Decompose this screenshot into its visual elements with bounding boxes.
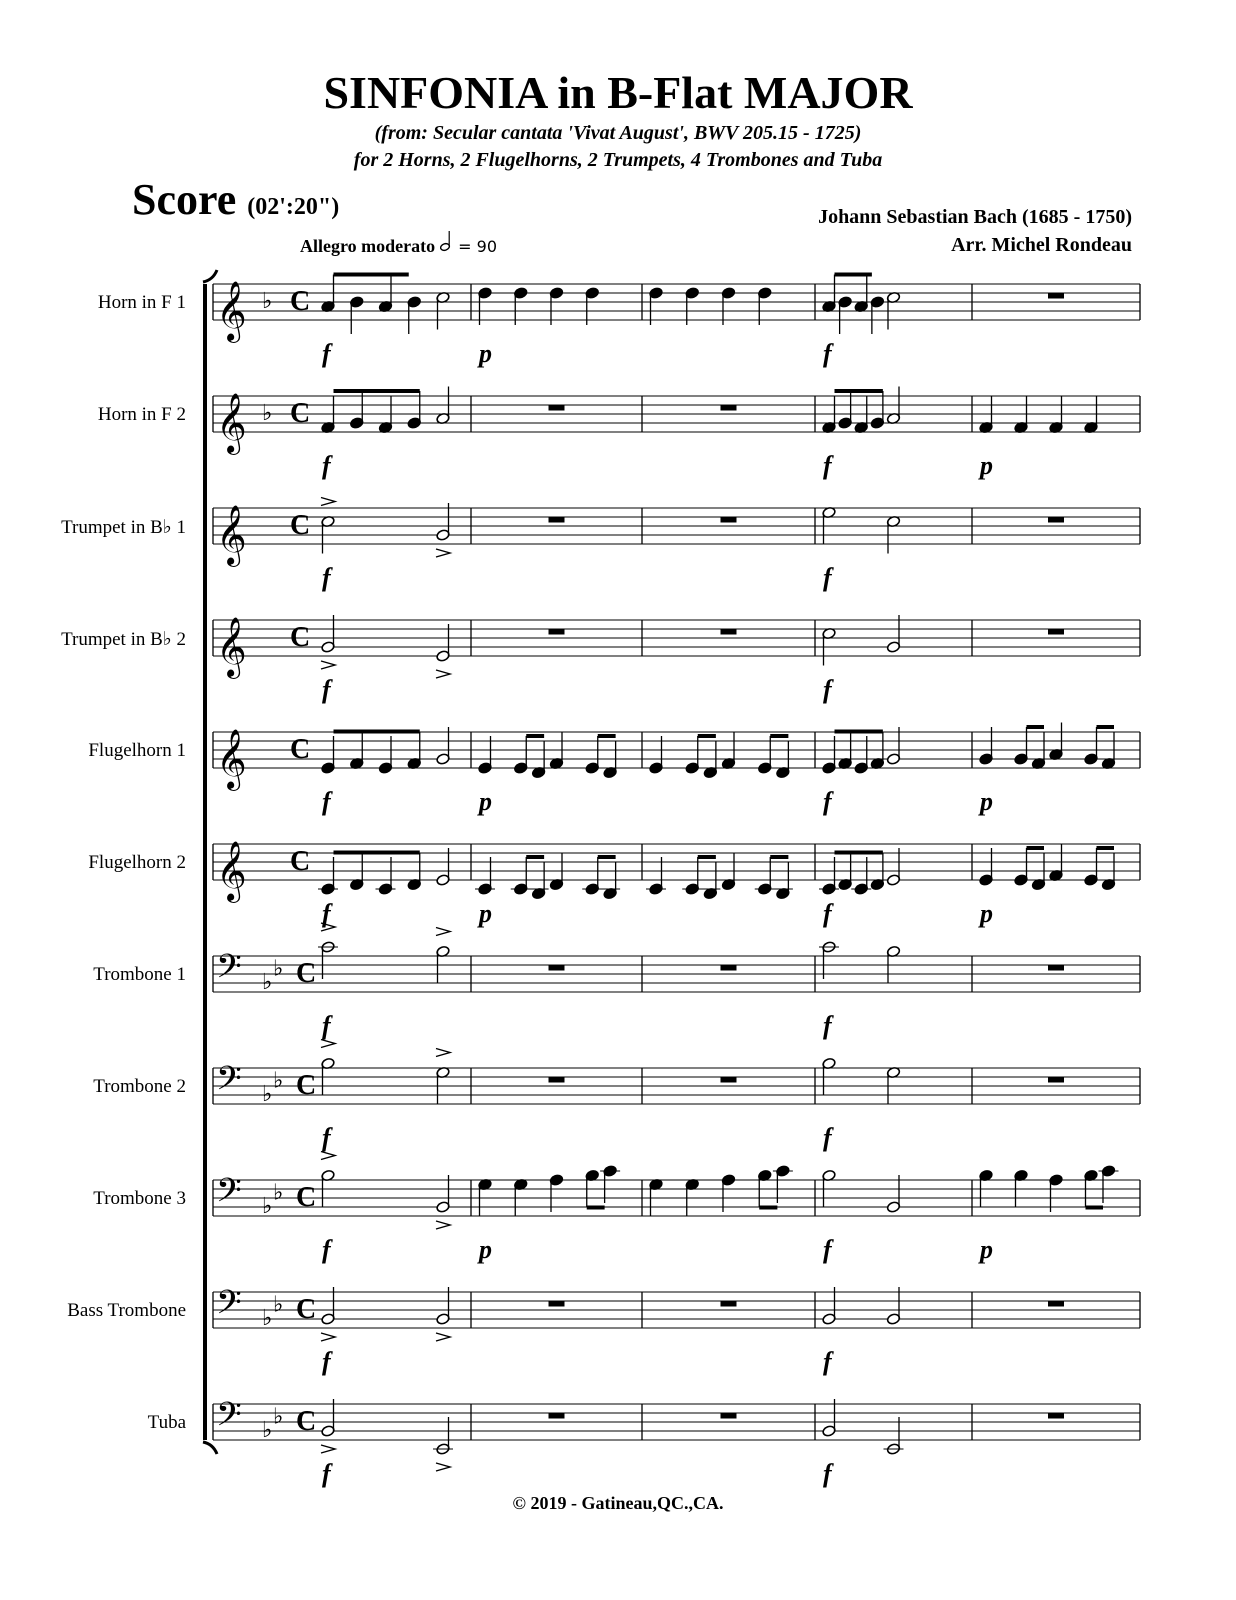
dynamic-forte: f xyxy=(823,675,832,704)
whole-rest-icon xyxy=(1048,965,1064,971)
whole-rest-icon xyxy=(549,405,565,411)
instrument-label: Bass Trombone xyxy=(67,1300,186,1321)
common-time-icon: C xyxy=(290,622,311,653)
dynamic-forte: f xyxy=(322,675,331,704)
dynamic-piano: p xyxy=(980,451,993,480)
dynamic-forte: f xyxy=(322,1235,331,1264)
dynamic-forte: f xyxy=(823,451,832,480)
whole-rest-icon xyxy=(721,965,737,971)
dynamic-forte: f xyxy=(823,787,832,816)
accent-icon xyxy=(321,1152,335,1160)
instrument-label: Trombone 1 xyxy=(93,964,186,985)
common-time-icon: C xyxy=(290,398,311,429)
instrument-label: Tuba xyxy=(147,1412,186,1433)
whole-rest-icon xyxy=(721,1301,737,1307)
whole-rest-icon xyxy=(549,517,565,523)
treble-clef-icon: 𝄞 xyxy=(216,729,247,789)
whole-rest-icon xyxy=(1048,1413,1064,1419)
flat-icon: ♭ xyxy=(262,1194,273,1219)
flat-icon: ♭ xyxy=(262,1306,273,1331)
bass-clef-icon: 𝄢 xyxy=(216,948,242,994)
subtitle-source: (from: Secular cantata 'Vivat August', BWV 205.15 - 1725) xyxy=(374,122,862,144)
dynamic-forte: f xyxy=(823,1235,832,1264)
copyright: © 2019 - Gatineau,QC.,CA. xyxy=(512,1493,724,1513)
tempo-text: Allegro moderato xyxy=(300,236,436,256)
dynamic-forte: f xyxy=(322,1347,331,1376)
dynamic-forte: f xyxy=(322,787,331,816)
accent-icon xyxy=(436,1333,450,1341)
whole-rest-icon xyxy=(721,629,737,635)
flat-icon: ♭ xyxy=(262,970,273,995)
piece-title: SINFONIA in B-Flat MAJOR xyxy=(323,67,913,118)
dynamic-piano: p xyxy=(479,787,492,816)
bass-clef-icon: 𝄢 xyxy=(216,1396,242,1442)
whole-rest-icon xyxy=(1048,629,1064,635)
accent-icon xyxy=(436,670,450,678)
bass-clef-icon: 𝄢 xyxy=(216,1172,242,1218)
accent-icon xyxy=(321,1040,335,1048)
dynamic-forte: f xyxy=(823,899,832,928)
dynamic-forte: f xyxy=(322,1123,331,1152)
whole-rest-icon xyxy=(1048,293,1064,299)
composer: Johann Sebastian Bach (1685 - 1750) xyxy=(818,206,1132,228)
accent-icon xyxy=(436,1049,450,1057)
dynamic-piano: p xyxy=(980,1235,993,1264)
flat-icon: ♭ xyxy=(273,1292,284,1318)
dynamic-forte: f xyxy=(322,1459,331,1488)
dynamic-forte: f xyxy=(823,563,832,592)
flat-icon: ♭ xyxy=(262,1418,273,1443)
bass-clef-icon: 𝄢 xyxy=(216,1284,242,1330)
common-time-icon: C xyxy=(290,734,311,765)
dynamic-forte: f xyxy=(823,339,832,368)
accent-icon xyxy=(436,928,450,936)
common-time-icon: C xyxy=(296,1070,317,1101)
flat-icon: ♭ xyxy=(273,956,284,982)
accent-icon xyxy=(436,1221,450,1229)
whole-rest-icon xyxy=(549,629,565,635)
flat-icon: ♭ xyxy=(262,1082,273,1107)
treble-clef-icon: 𝄞 xyxy=(216,393,247,453)
score-duration: (02':20") xyxy=(247,194,340,220)
accent-icon xyxy=(321,661,335,669)
flat-icon: ♭ xyxy=(262,289,273,314)
common-time-icon: C xyxy=(296,1294,317,1325)
instrument-label: Trumpet in B♭ 1 xyxy=(61,517,186,538)
accent-icon xyxy=(436,1463,450,1471)
bracket-top-hook xyxy=(203,270,217,282)
whole-rest-icon xyxy=(1048,1301,1064,1307)
whole-rest-icon xyxy=(1048,1077,1064,1083)
dynamic-piano: p xyxy=(479,899,492,928)
whole-rest-icon xyxy=(549,1301,565,1307)
dynamic-forte: f xyxy=(322,563,331,592)
common-time-icon: C xyxy=(290,846,311,877)
whole-rest-icon xyxy=(549,1413,565,1419)
common-time-icon: C xyxy=(296,958,317,989)
treble-clef-icon: 𝄞 xyxy=(216,617,247,677)
accent-icon xyxy=(321,1333,335,1341)
tempo-value: = 90 xyxy=(458,237,497,256)
bass-clef-icon: 𝄢 xyxy=(216,1060,242,1106)
treble-clef-icon: 𝄞 xyxy=(216,281,247,341)
instrument-label: Trumpet in B♭ 2 xyxy=(61,629,186,650)
whole-rest-icon xyxy=(721,1413,737,1419)
flat-icon: ♭ xyxy=(273,1404,284,1430)
treble-clef-icon: 𝄞 xyxy=(216,505,247,565)
dynamic-forte: f xyxy=(823,1459,832,1488)
dynamic-piano: p xyxy=(479,339,492,368)
whole-rest-icon xyxy=(549,965,565,971)
accent-icon xyxy=(321,498,335,506)
bracket-bottom-hook xyxy=(203,1442,217,1454)
common-time-icon: C xyxy=(290,510,311,541)
whole-rest-icon xyxy=(721,517,737,523)
common-time-icon: C xyxy=(296,1406,317,1437)
flat-icon: ♭ xyxy=(262,401,273,426)
treble-clef-icon: 𝄞 xyxy=(216,841,247,901)
dynamic-forte: f xyxy=(823,1347,832,1376)
whole-rest-icon xyxy=(1048,517,1064,523)
instrument-label: Horn in F 2 xyxy=(97,404,186,425)
instrument-label: Horn in F 1 xyxy=(97,292,186,313)
dynamic-piano: p xyxy=(980,899,993,928)
arranger: Arr. Michel Rondeau xyxy=(951,234,1132,256)
flat-icon: ♭ xyxy=(273,1180,284,1206)
dynamic-piano: p xyxy=(479,1235,492,1264)
dynamic-forte: f xyxy=(322,1011,331,1040)
dynamic-forte: f xyxy=(322,451,331,480)
common-time-icon: C xyxy=(296,1182,317,1213)
subtitle-instrumentation: for 2 Horns, 2 Flugelhorns, 2 Trumpets, 4 Trombones and Tuba xyxy=(353,149,883,171)
dynamic-forte: f xyxy=(823,1123,832,1152)
instrument-label: Trombone 3 xyxy=(93,1188,186,1209)
instrument-label: Flugelhorn 1 xyxy=(88,740,186,761)
common-time-icon: C xyxy=(290,286,311,317)
dynamic-forte: f xyxy=(823,1011,832,1040)
dynamic-forte: f xyxy=(322,339,331,368)
accent-icon xyxy=(436,549,450,557)
accent-icon xyxy=(321,1445,335,1453)
flat-icon: ♭ xyxy=(273,1068,284,1094)
whole-rest-icon xyxy=(549,1077,565,1083)
instrument-label: Trombone 2 xyxy=(93,1076,186,1097)
whole-rest-icon xyxy=(721,1077,737,1083)
instrument-label: Flugelhorn 2 xyxy=(88,852,186,873)
score-word: Score xyxy=(132,175,237,224)
dynamic-forte: f xyxy=(322,899,331,928)
whole-rest-icon xyxy=(721,405,737,411)
dynamic-piano: p xyxy=(980,787,993,816)
